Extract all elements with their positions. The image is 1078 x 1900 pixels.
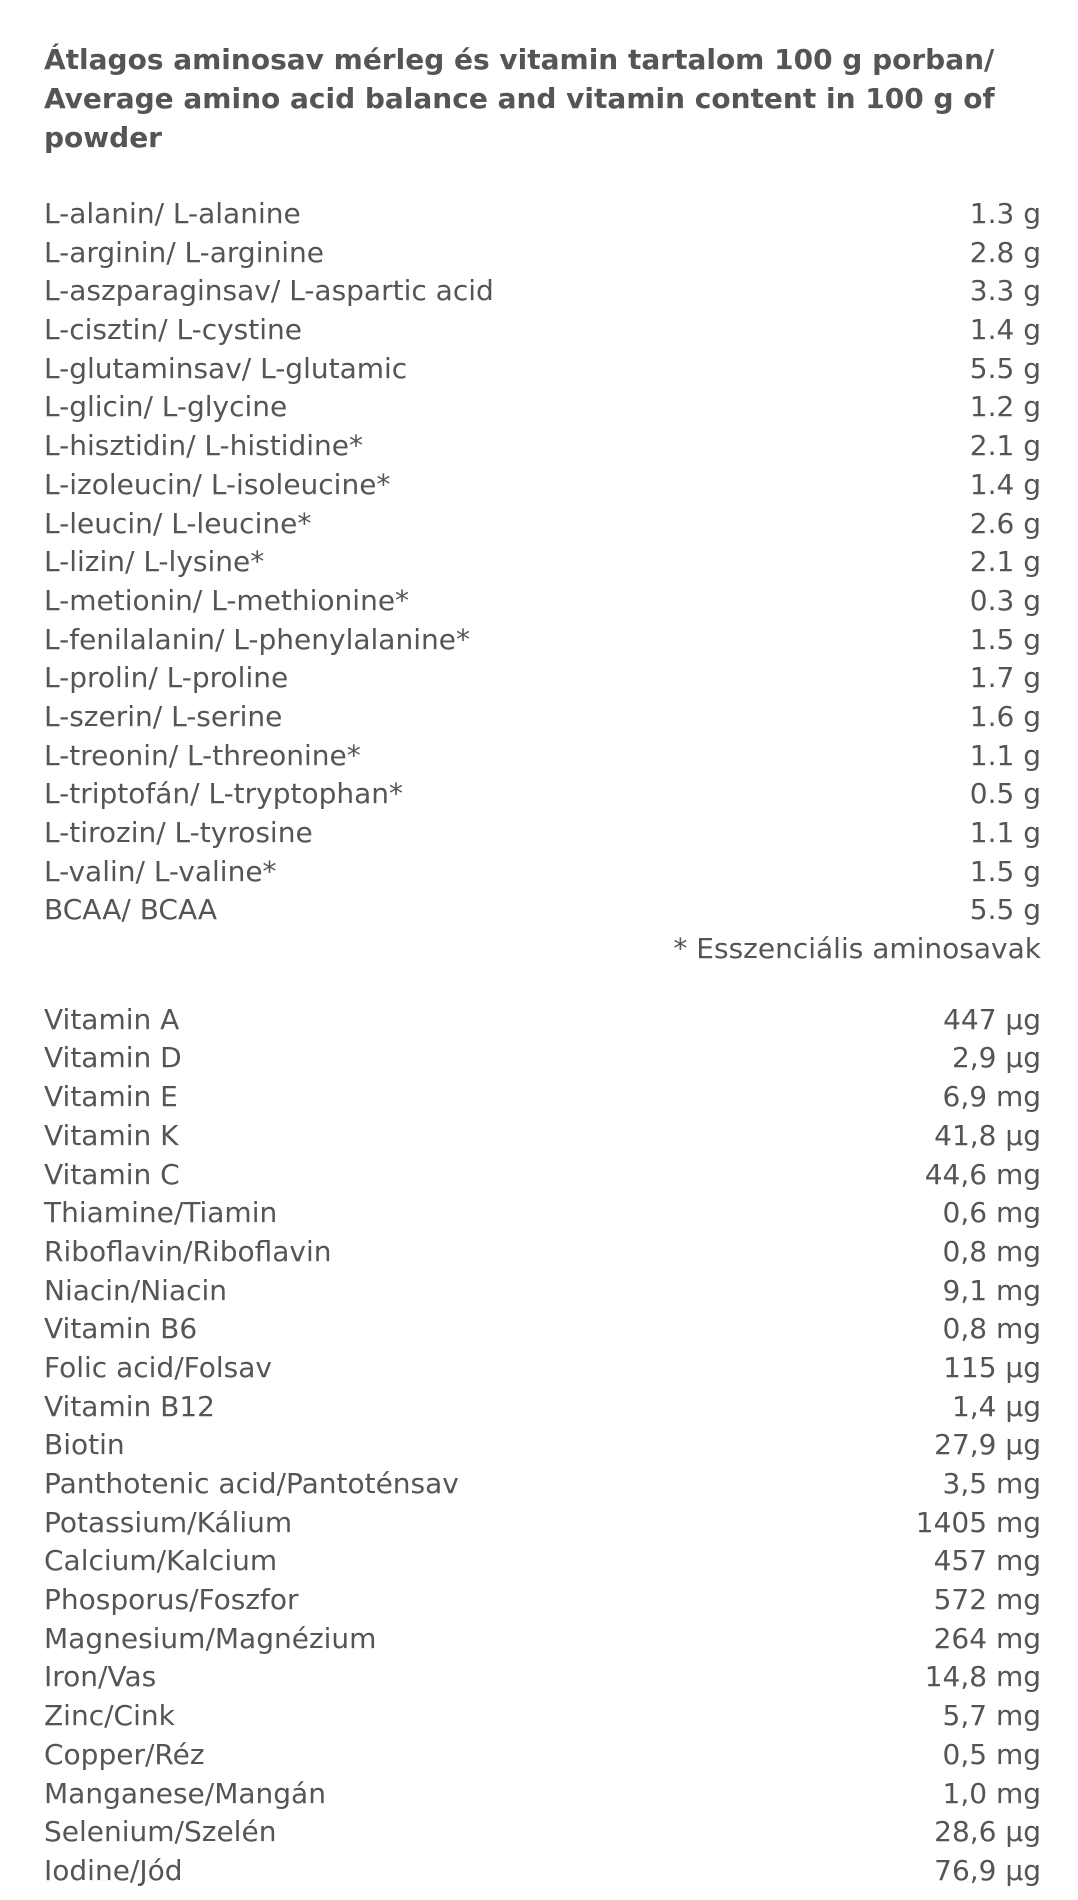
amino-value: 3.3 g	[969, 274, 1041, 308]
amino-value: 1.5 g	[969, 622, 1041, 656]
amino-row	[44, 891, 1041, 930]
vitamin-name: Magnesium/Magnézium	[44, 1621, 377, 1655]
vitamin-value: 3,5 mg	[942, 1467, 1041, 1500]
amino-name: L-hisztidin/ L-histidine*	[44, 429, 364, 463]
amino-value: 1.2 g	[969, 390, 1041, 424]
vitamin-name: Iodine/Jód	[44, 1853, 183, 1887]
amino-name: BCAA/ BCAA	[44, 893, 218, 927]
vitamin-name: Zinc/Cink	[44, 1699, 175, 1733]
amino-row	[44, 775, 1041, 814]
vitamin-value: 0,8 mg	[942, 1234, 1041, 1268]
vitamin-name: Biotin	[44, 1428, 125, 1462]
vitamin-name: Niacin/Niacin	[44, 1273, 228, 1307]
vitamin-value: 14,8 mg	[924, 1660, 1041, 1694]
vitamin-row	[44, 1426, 1041, 1465]
amino-name: L-tirozin/ L-tyrosine	[44, 816, 313, 849]
vitamin-name: Phosporus/Foszfor	[44, 1583, 299, 1617]
amino-row	[44, 853, 1041, 892]
vitamin-name: Thiamine/Tiamin	[44, 1196, 278, 1230]
vitamin-value: 0,5 mg	[942, 1737, 1041, 1771]
amino-name: L-arginin/ L-arginine	[44, 235, 324, 269]
vitamin-row	[44, 1156, 1041, 1195]
vitamin-row	[44, 1117, 1041, 1156]
vitamin-row	[44, 1001, 1041, 1040]
amino-value: 1.4 g	[969, 313, 1041, 347]
amino-row	[44, 698, 1041, 737]
amino-name: L-leucin/ L-leucine*	[44, 506, 312, 540]
amino-value: 2.1 g	[969, 545, 1041, 579]
vitamin-name: Vitamin K	[44, 1118, 179, 1152]
vitamin-row	[44, 1775, 1041, 1814]
amino-row	[44, 582, 1041, 621]
amino-row	[44, 311, 1041, 350]
vitamin-row	[44, 1658, 1041, 1697]
amino-row	[44, 621, 1041, 660]
vitamin-row	[44, 1465, 1041, 1504]
amino-name: L-glutaminsav/ L-glutamic	[44, 351, 408, 385]
vitamin-value: 9,1 mg	[942, 1273, 1041, 1307]
title-line-hungarian: Átlagos aminosav mérleg és vitamin tartalom 100 g porban/	[44, 43, 995, 76]
vitamin-name: Panthotenic acid/Pantoténsav	[44, 1467, 459, 1500]
amino-name: L-triptofán/ L-tryptophan*	[44, 777, 404, 811]
vitamin-row	[44, 1581, 1041, 1620]
vitamin-name: Copper/Réz	[44, 1737, 205, 1771]
amino-name: L-prolin/ L-proline	[44, 661, 289, 695]
amino-row	[44, 272, 1041, 311]
document-title	[44, 40, 1041, 157]
amino-row	[44, 388, 1041, 427]
vitamin-name: Vitamin B12	[44, 1389, 215, 1423]
amino-value: 5.5 g	[969, 351, 1041, 385]
amino-value: 0.5 g	[969, 777, 1041, 811]
vitamin-value: 44,6 mg	[924, 1157, 1041, 1191]
amino-name: L-treonin/ L-threonine*	[44, 738, 361, 772]
amino-row	[44, 466, 1041, 505]
vitamin-row	[44, 1504, 1041, 1543]
amino-row	[44, 659, 1041, 698]
vitamin-value: 28,6 µg	[934, 1815, 1041, 1849]
vitamin-row	[44, 1310, 1041, 1349]
amino-value: 1.1 g	[969, 738, 1041, 772]
amino-value: 2.6 g	[969, 506, 1041, 540]
amino-row	[44, 505, 1041, 544]
vitamin-row	[44, 1233, 1041, 1272]
title-line-english: Average amino acid balance and vitamin content in 100 g of	[44, 82, 995, 115]
vitamin-name: Selenium/Szelén	[44, 1815, 277, 1849]
vitamin-value: 76,9 µg	[934, 1853, 1041, 1887]
vitamin-value: 6,9 mg	[942, 1080, 1041, 1114]
vitamin-mineral-list	[44, 1001, 1041, 1891]
vitamin-name: Calcium/Kalcium	[44, 1544, 278, 1578]
vitamin-name: Vitamin E	[44, 1080, 178, 1114]
amino-row	[44, 814, 1041, 853]
amino-name: L-lizin/ L-lysine*	[44, 545, 265, 579]
vitamin-row	[44, 1349, 1041, 1388]
amino-row	[44, 350, 1041, 389]
vitamin-name: Folic acid/Folsav	[44, 1350, 272, 1384]
amino-name: L-glicin/ L-glycine	[44, 390, 288, 424]
amino-value: 2.1 g	[969, 429, 1041, 463]
amino-value: 1.1 g	[969, 816, 1041, 849]
vitamin-value: 264 mg	[933, 1621, 1041, 1655]
amino-name: L-aszparaginsav/ L-aspartic acid	[44, 274, 494, 308]
vitamin-row	[44, 1039, 1041, 1078]
vitamin-name: Potassium/Kálium	[44, 1505, 293, 1539]
amino-acid-list	[44, 195, 1041, 969]
vitamin-value: 572 mg	[933, 1583, 1041, 1617]
vitamin-value: 447 µg	[943, 1002, 1041, 1036]
vitamin-value: 1,0 mg	[942, 1776, 1041, 1810]
amino-row	[44, 195, 1041, 234]
vitamin-row	[44, 1813, 1041, 1852]
amino-value: 1.5 g	[969, 854, 1041, 888]
vitamin-name: Vitamin D	[44, 1041, 182, 1075]
amino-name: L-izoleucin/ L-isoleucine*	[44, 467, 391, 501]
vitamin-row	[44, 1078, 1041, 1117]
amino-row	[44, 543, 1041, 582]
vitamin-value: 0,8 mg	[942, 1312, 1041, 1346]
amino-value: 2.8 g	[969, 235, 1041, 269]
amino-name: L-fenilalanin/ L-phenylalanine*	[44, 622, 470, 656]
vitamin-value: 1405 mg	[915, 1505, 1041, 1539]
amino-value: 1.6 g	[969, 699, 1041, 733]
vitamin-name: Vitamin C	[44, 1157, 180, 1191]
amino-name: L-szerin/ L-serine	[44, 699, 283, 733]
vitamin-row	[44, 1194, 1041, 1233]
vitamin-row	[44, 1697, 1041, 1736]
amino-row	[44, 234, 1041, 273]
essential-amino-note: * Esszenciális aminosavak	[673, 932, 1041, 966]
vitamin-value: 41,8 µg	[934, 1118, 1041, 1152]
vitamin-name: Vitamin B6	[44, 1312, 198, 1346]
vitamin-row	[44, 1736, 1041, 1775]
vitamin-value: 2,9 µg	[951, 1041, 1041, 1075]
amino-row	[44, 737, 1041, 776]
amino-value: 1.7 g	[969, 661, 1041, 695]
amino-value: 5.5 g	[969, 893, 1041, 927]
vitamin-row	[44, 1388, 1041, 1427]
amino-name: L-valin/ L-valine*	[44, 854, 277, 888]
amino-value: 1.4 g	[969, 467, 1041, 501]
amino-name: L-metionin/ L-methionine*	[44, 583, 410, 617]
vitamin-value: 115 µg	[943, 1350, 1041, 1384]
amino-name: L-alanin/ L-alanine	[44, 197, 301, 230]
vitamin-row	[44, 1272, 1041, 1311]
vitamin-value: 5,7 mg	[942, 1699, 1041, 1733]
vitamin-value: 457 mg	[933, 1544, 1041, 1578]
vitamin-value: 1,4 µg	[951, 1389, 1041, 1423]
vitamin-value: 27,9 µg	[934, 1428, 1041, 1462]
vitamin-name: Vitamin A	[44, 1002, 180, 1036]
vitamin-name: Riboflavin/Riboflavin	[44, 1234, 332, 1268]
vitamin-row	[44, 1852, 1041, 1891]
amino-value: 1.3 g	[969, 197, 1041, 230]
vitamin-value: 0,6 mg	[942, 1196, 1041, 1230]
amino-name: L-cisztin/ L-cystine	[44, 313, 303, 347]
vitamin-row	[44, 1542, 1041, 1581]
vitamin-row	[44, 1620, 1041, 1659]
amino-row	[44, 427, 1041, 466]
vitamin-name: Manganese/Mangán	[44, 1776, 326, 1810]
vitamin-name: Iron/Vas	[44, 1660, 157, 1694]
title-line-english-end: powder	[44, 121, 162, 154]
amino-value: 0.3 g	[969, 583, 1041, 617]
